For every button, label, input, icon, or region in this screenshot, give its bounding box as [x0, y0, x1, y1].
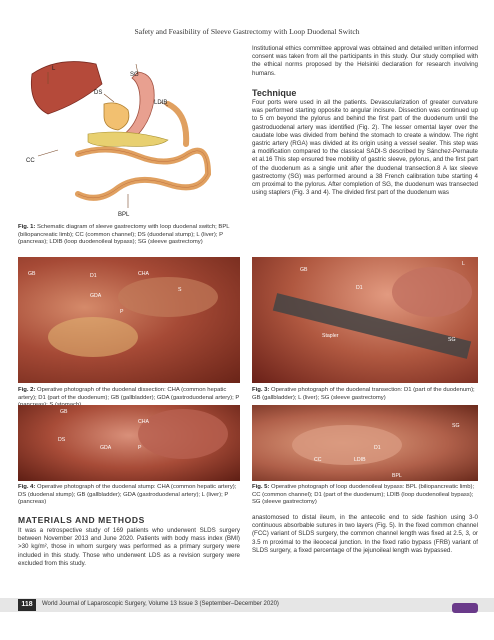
fig1-caption: Fig. 1: Schematic diagram of sleeve gastrectomy with loop duodenal switch; BPL (biliopancreatic limb); CC (common channel); DS (duodenal stump); L (liver); P (pancreas); LDIB (loop duodenoileal bypass); SG (sleeve gastrectomy)	[18, 224, 230, 246]
fig2-label-s: S	[178, 287, 182, 293]
liver-shape	[31, 62, 102, 114]
page-number: 118	[18, 599, 36, 611]
fig2-label-gb: GB	[28, 271, 36, 277]
technique-paragraph: Four ports were used in all the patients. Devascularization of greater curvature was performed starting opposite to angular incisure. Dissection was continued up to 5 cm beyond the pylorus and behind the first part of the duodenum until the gastroduodenal artery was identified (Fig. 2). The lesser omental layer over the caudate lobe was divided from behind the stomach to create a window. The right gastric artery (RGA) was divided at its origin using a vessel sealer. This step was a modification compared to the classical SADI-S described by Sánchez-Pernaute et al.16 This step ensured free mobility of gastric sleeve, pylorus, and the first part of the duodenum as a single unit after the duodenal transection.8 A lax sleeve gastrectomy (SG) was performed around a 38 French calibration tube starting 4 cm proximal to the pylorus. After completion of SG, the duodenum was transected using staplers (Fig. 3 and 4). The divided first part of the duodenum was	[252, 99, 478, 197]
intestine-loops	[78, 149, 208, 197]
fig4-label-p: P	[138, 445, 142, 451]
fig3-label-stapler: Stapler	[322, 333, 339, 339]
fig3-label-l: L	[462, 261, 465, 267]
continued-paragraph: anastomosed to distal ileum, in the antecolic end to side fashion using 3-0 continuous absorbable sutures in two layers (Fig. 5). In the fixed common channel (FCC) variant of SLDS surgery, the common channel length was fixed at 2.5, 3, or 3.5 m proximal to the ileocecal junction. In the fixed ratio bypass (FRB) variant of SLDS surgery, a fixed percentage of the jejunoileal length was bypassed.	[252, 514, 478, 554]
fig2-label-gda: GDA	[90, 293, 102, 299]
journal-footer: World Journal of Laparoscopic Surgery, Volume 13 Issue 3 (September–December 2020)	[42, 601, 279, 607]
fig5-photo	[252, 405, 478, 481]
fig5-caption: Fig. 5: Operative photograph of loop duodenoileal bypass: BPL (biliopancreatic limb); CC (common channel); D1 (part of the duodenum); LDIB (loop duodenoileal bypass); SG (sleeve gastrectomy)	[252, 484, 475, 506]
fig1-label-sg: SG	[130, 72, 139, 78]
fig2-label-cha: CHA	[138, 271, 149, 277]
fig2-label-p: P	[120, 309, 124, 315]
fig4-label-gda: GDA	[100, 445, 112, 451]
ethics-paragraph: Institutional ethics committee approval was obtained and detailed written informed consent was taken from all the participants in this study. Our study complied with the ethical norms proposed by the Helsinki declaration for research involving humans.	[252, 45, 478, 77]
fig5-label-sg: SG	[452, 423, 460, 429]
fig4-label-gb: GB	[60, 409, 68, 415]
technique-heading: Technique	[252, 88, 297, 98]
fig1-label-cc: CC	[26, 158, 35, 164]
fig5-label-d1: D1	[374, 445, 381, 451]
fig1-diagram	[18, 44, 236, 222]
pancreas-shape	[88, 132, 168, 147]
fig5-label-bpl: BPL	[392, 473, 402, 479]
fig3-label-sg: SG	[448, 337, 456, 343]
fig2-photo	[18, 257, 240, 383]
fig1-label-ldib: LDIB	[154, 100, 168, 106]
duodenum-shape	[104, 103, 129, 130]
fig2-label-d1: D1	[90, 273, 97, 279]
fig4-label-cha: CHA	[138, 419, 149, 425]
fig1-label-l: L	[52, 66, 56, 72]
running-header: Safety and Feasibility of Sleeve Gastrectomy with Loop Duodenal Switch	[134, 27, 360, 36]
fig3-photo	[252, 257, 478, 383]
publisher-logo	[452, 603, 478, 613]
fig3-label-gb: GB	[300, 267, 308, 273]
fig4-photo	[18, 405, 240, 481]
fig2-caption: Fig. 2: Operative photograph of the duodenal dissection: CHA (common hepatic artery); D1 (part of the duodenum); GB (gallbladder); GDA (gastroduodenal artery); P	[18, 387, 240, 401]
methods-heading: MATERIALS AND METHODS	[18, 515, 145, 525]
fig4-label-ds: DS	[58, 437, 66, 443]
sleeve-shape	[122, 72, 154, 142]
methods-paragraph: It was a retrospective study of 169 patients who underwent SLDS surgery between November 2013 and June 2020. Patients with body mass index (BMI) >30 kg/m², those in whom surgery was performed as a primary surgery were included in this study. Those who underwent LDS as a revision surgery were excluded from this study.	[18, 527, 240, 567]
fig1-label-bpl: BPL	[118, 212, 130, 218]
fig5-label-cc: CC	[314, 457, 322, 463]
fig5-label-ldib: LDIB	[354, 457, 366, 463]
fig3-label-d1: D1	[356, 285, 363, 291]
fig4-caption: Fig. 4: Operative photograph of the duodenal stump: CHA (common hepatic artery); DS (duodenal stump); GB (gallbladder); GDA (gastroduodenal artery); L (liver); P (pancreas)	[18, 484, 237, 506]
fig3-caption: Fig. 3: Operative photograph of the duodenal transection: D1 (part of the duodenum); GB (gallbladder); L (liver); SG (sleeve gastrectomy)	[252, 387, 475, 401]
fig1-label-ds: DS	[94, 90, 103, 96]
